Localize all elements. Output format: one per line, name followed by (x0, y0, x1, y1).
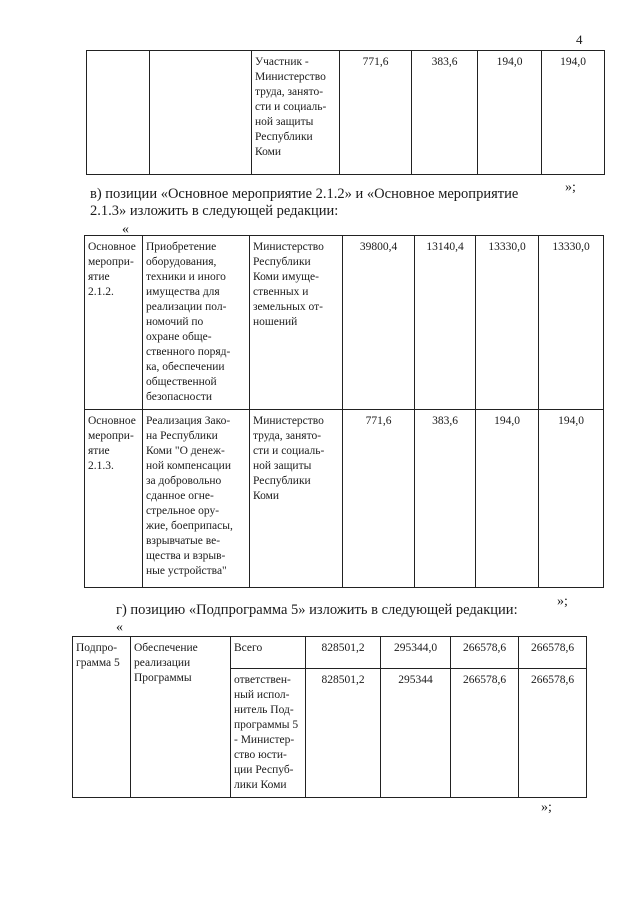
paragraph-g: г) позицию «Подпрограмма 5» изложить в следующей редакции: (116, 602, 518, 618)
table-subprogram (72, 636, 587, 798)
value-cell: 39800,4 (343, 236, 415, 410)
value-cell: 194,0 (476, 410, 539, 588)
paragraph-b: в) позиции «Основное мероприятие 2.1.2» и «Основное мероприятие 2.1.3» изложить в следующей редакции: (90, 186, 519, 219)
value-cell: 266578,6 (451, 669, 519, 798)
description-cell (150, 51, 252, 175)
executor-cell: Всего (231, 637, 306, 669)
value-cell: 295344,0 (381, 637, 451, 669)
executor-cell: Участник - Министерство труда, занято- сти и социаль- ной защиты Республики Коми (252, 51, 340, 175)
value-cell: 194,0 (542, 51, 605, 175)
page-number: 4 (576, 32, 583, 47)
value-cell: 295344 (381, 669, 451, 798)
closing-quote: »; (557, 594, 568, 609)
value-cell: 828501,2 (306, 637, 381, 669)
value-cell: 266578,6 (519, 637, 587, 669)
value-cell: 771,6 (343, 410, 415, 588)
value-cell: 771,6 (340, 51, 412, 175)
table-row (85, 410, 604, 588)
value-cell: 383,6 (415, 410, 476, 588)
closing-quote: »; (541, 800, 552, 815)
executor-cell: ответствен- ный испол- нитель Под- программы 5 - Министер- ство юсти- ции Респуб- лики Коми (231, 669, 306, 798)
opening-quote: « (116, 620, 123, 635)
value-cell: 266578,6 (451, 637, 519, 669)
value-cell: 13330,0 (539, 236, 604, 410)
table-activities (84, 235, 604, 588)
executor-cell: Министерство Республики Коми имуще- ственных и земельных от- ношений (250, 236, 343, 410)
opening-quote: « (122, 222, 129, 237)
description-cell: Приобретение оборудования, техники и иного имущества для реализации пол- номочий по охране обще- ственного поряд- ка, обеспечении общественной безопасности (143, 236, 250, 410)
table-row (73, 637, 587, 669)
row-label-cell (87, 51, 150, 175)
value-cell: 828501,2 (306, 669, 381, 798)
value-cell: 13330,0 (476, 236, 539, 410)
value-cell: 266578,6 (519, 669, 587, 798)
value-cell: 194,0 (539, 410, 604, 588)
value-cell: 383,6 (412, 51, 478, 175)
table-row (87, 51, 605, 175)
row-label-cell: Основное меропри- ятие 2.1.3. (85, 410, 143, 588)
value-cell: 194,0 (478, 51, 542, 175)
description-cell: Обеспечение реализации Программы (131, 637, 231, 798)
row-label-cell: Основное меропри- ятие 2.1.2. (85, 236, 143, 410)
table-continuation (86, 50, 605, 175)
row-label-cell: Подпро- грамма 5 (73, 637, 131, 798)
value-cell: 13140,4 (415, 236, 476, 410)
executor-cell: Министерство труда, занято- сти и социаль- ной защиты Республики Коми (250, 410, 343, 588)
table-row (85, 236, 604, 410)
description-cell: Реализация Зако- на Республики Коми "О денеж- ной компенсации за добровольно сданное огне- стрельное ору- жие, боеприпасы, взрывчатые ве- щества и взрыв- ные устройства" (143, 410, 250, 588)
closing-quote: »; (565, 180, 576, 195)
